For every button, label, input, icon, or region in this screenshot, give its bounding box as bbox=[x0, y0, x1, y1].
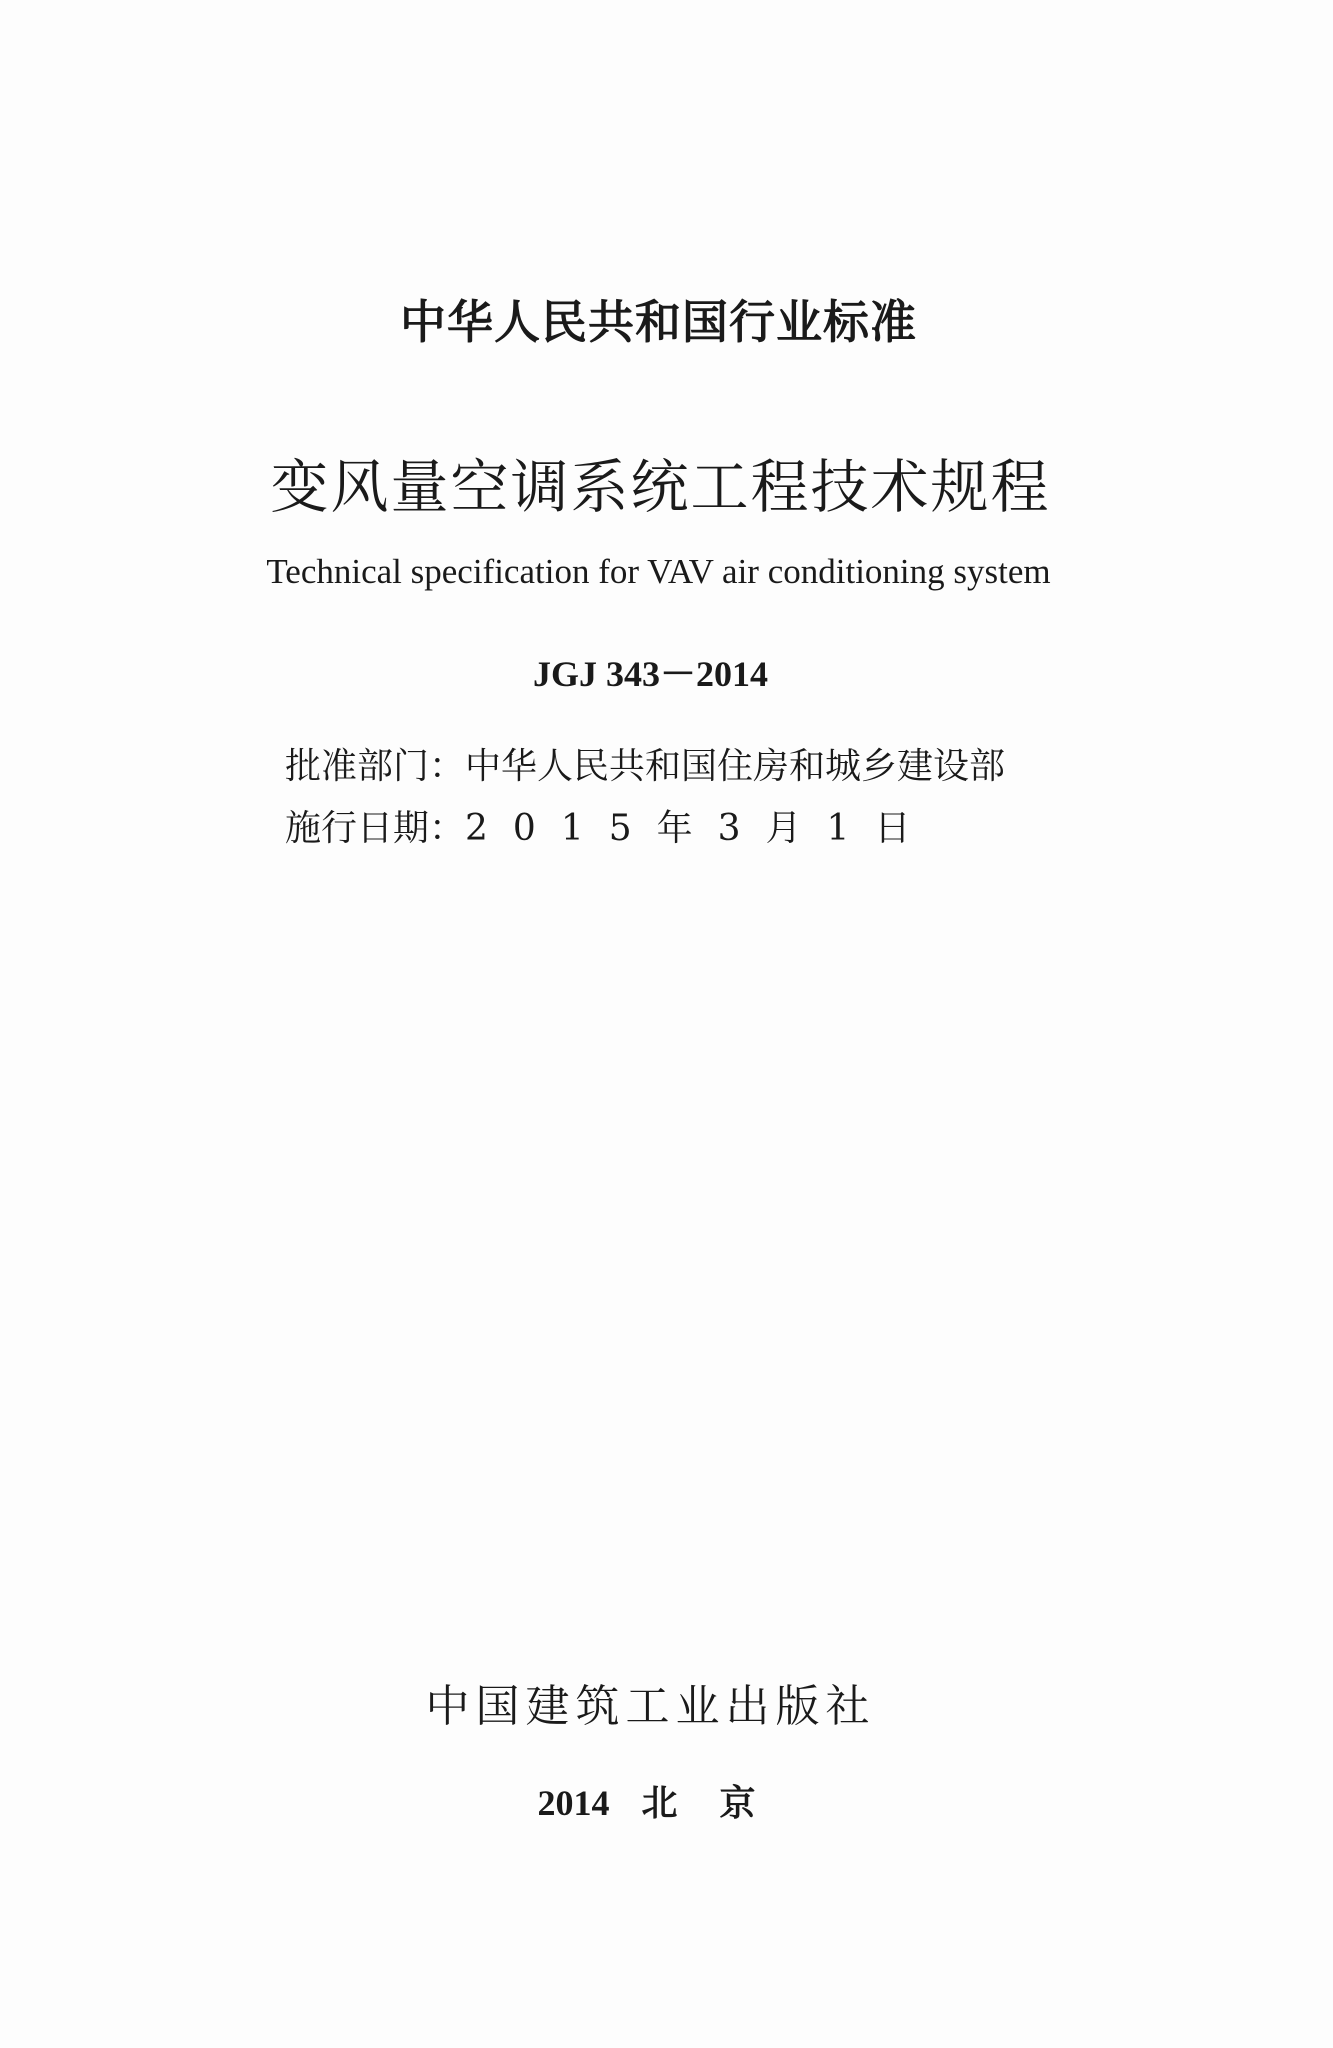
approval-department bbox=[285, 738, 1005, 789]
effective-date bbox=[285, 800, 935, 851]
approval-value: 中华人民共和国住房和城乡建设部 bbox=[465, 746, 1006, 787]
publication-imprint bbox=[0, 1775, 1313, 1826]
standard-code: JGJ 343－2014 bbox=[532, 654, 768, 694]
document-title-cn: 变风量空调系统工程技术规程 bbox=[270, 453, 1051, 521]
document-title-en: Technical specification for VAV air conditioning system bbox=[266, 552, 1051, 591]
imprint-year: 2014 bbox=[537, 1783, 610, 1823]
imprint-city-char-2: 京 bbox=[719, 1783, 756, 1823]
standard-category: 中华人民共和国行业标准 bbox=[400, 295, 917, 349]
publisher-name: 中国建筑工业出版社 bbox=[425, 1681, 876, 1732]
imprint-city-char-1: 北 bbox=[641, 1783, 678, 1823]
date-label: 施行日期： bbox=[285, 808, 466, 849]
approval-label: 批准部门： bbox=[285, 746, 466, 787]
date-value: 2015年3月1日 bbox=[465, 808, 936, 849]
